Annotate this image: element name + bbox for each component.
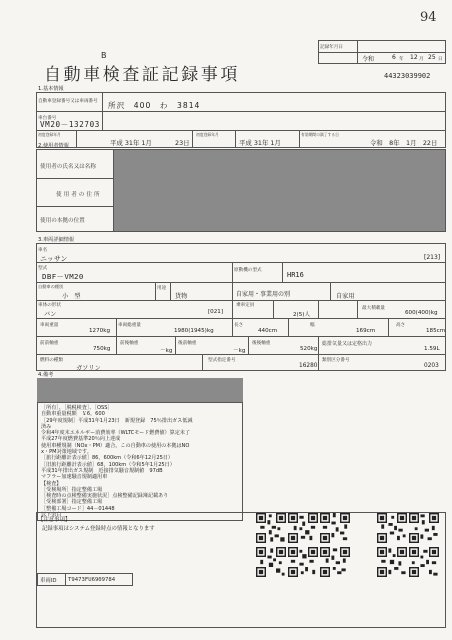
max-load-label: 最大積載量 — [362, 306, 385, 311]
user-address-label: 使用者の住所 — [56, 192, 102, 198]
remarks-line: ［29年度規制］平成31年1月23日 新規登録 75％排出ガス低減 — [41, 417, 193, 424]
remarks-line: ［受検部署］指定整備工場 — [41, 499, 103, 506]
reg-number-label: 自動車登録番号又は車両番号 — [38, 99, 98, 104]
expiry-value: 令和 8年 1月 22日 — [370, 139, 438, 147]
displacement-label: 総排気量又は定格出力 — [322, 341, 373, 347]
width-label: 幅 — [310, 323, 315, 328]
record-date-year: 6 — [392, 54, 396, 61]
qr-code-1 — [256, 513, 286, 543]
record-date-era: 令和 — [362, 56, 375, 63]
body-value: バン — [44, 311, 57, 318]
gross-weight-label: 車両総重量 — [118, 323, 141, 328]
body-code: [021] — [208, 309, 224, 315]
qr-code-8 — [320, 547, 350, 577]
remarks-line: 使用車種規制（NOx・PM）適合。この自動車の使用の本拠はNO — [41, 442, 190, 449]
expiry-label: 有効期間の満了する日 — [301, 132, 339, 137]
reg-number-value: 所沢 400 わ 3814 — [108, 101, 201, 110]
use-value: 貨物 — [175, 293, 188, 300]
length-value: 440cm — [258, 328, 278, 334]
gross-weight-value: 1980(1945)kg — [174, 328, 214, 334]
qr-code-10 — [409, 547, 439, 577]
rear-rear-axle-value: 520kg — [300, 346, 318, 352]
remarks-line: 以下余白 — [41, 512, 62, 519]
remarks-line: ［旧旅行距離計表示値］68，100km（令和5年1月25日） — [41, 461, 175, 468]
record-date-month: 12 — [410, 54, 418, 61]
section-user-heading: 2.使用者情報 — [38, 143, 69, 149]
private-label: 自家用・事業用の別 — [236, 291, 291, 298]
kind-label: 自動車の種別 — [38, 284, 64, 289]
qr-code-2 — [288, 513, 318, 543]
weight-value: 1270kg — [89, 328, 111, 334]
displacement-value: 1.59L — [424, 346, 440, 352]
remarks-line: 平成31年排出ガス規制 近接排気騒音規制値 97dB — [41, 467, 163, 474]
max-load-value: 600(400)kg — [405, 310, 438, 316]
record-date-day: 25 — [428, 54, 436, 61]
remarks-line: 【検査】 — [41, 480, 62, 487]
qr-code-3 — [320, 513, 350, 543]
section-vehicle-heading: 3.車両詳細情報 — [38, 237, 75, 243]
remarks-line: 平成27年度燃費基準20％向上達成 — [41, 436, 121, 443]
capacity-value: 2(5)人 — [293, 312, 311, 318]
height-value: 185cm — [426, 328, 446, 334]
section-basic-heading: 1.基本情報 — [38, 86, 64, 92]
front-front-axle-value: 750kg — [93, 346, 111, 352]
model-label: 型式 — [38, 266, 48, 271]
remarks-line: ［受検場所］指定整備工場 — [41, 486, 103, 493]
page-number: 94 — [420, 10, 437, 25]
base-location-label: 使用の本拠の位置 — [40, 218, 85, 224]
front-front-axle-label: 前前軸重 — [40, 341, 59, 346]
remarks-line: ［旅行距離計表示値］86，600km（令和6年12月25日） — [41, 455, 174, 462]
weight-label: 車両重量 — [40, 323, 59, 328]
first-reg-label: 初度登録年月 — [38, 132, 61, 137]
length-label: 長さ — [234, 323, 244, 328]
qr-code-9 — [377, 547, 407, 577]
vehicle-id-label: 車両ID — [40, 578, 57, 584]
maker-value: ニッサン — [40, 255, 68, 263]
chassis-number-value: VM20－132703 — [40, 120, 100, 129]
body-label: 車体の形状 — [38, 303, 61, 308]
class-number-label: 類別区分番号 — [322, 358, 350, 363]
first-reg-value: 平成 31年 1月 — [110, 139, 152, 147]
notice-title: 【注意事項】 — [38, 517, 71, 523]
model-value: DBF－VM20 — [42, 272, 84, 281]
qr-code-6 — [256, 547, 286, 577]
front-rear-axle-value: －kg — [160, 348, 173, 354]
front-rear-axle-label: 前後軸重 — [120, 341, 139, 346]
remarks-line: 令和4年度末エネルギー消費効率（WLTCモード燃費値）算定未了 — [41, 430, 191, 437]
inspection-record-page: 94 記録年月日 令和 6 年 12 月 25 日 B 自動車検査証記録事項 44323039902 1.基本情報 自動車登録番号又は車両番号 所沢 400 わ 3814 車台番号 VM20－132703 初度登録年月 平成 31年 1月 23日 初度登録年月 平成 31年 1月 有効期間の満了する日 令和 8年 1月 22日 2.使用者情報 使用者の氏名又は名称 使用者の住所 使用の本拠の位置 3.車両詳細情報 車名 ニッサン [213] 型式 DBF－VM20 原動機の型式 HR16 自動車の種別 小 型 用途 貨物 自家用・事業用の別 自家用 車体の形状 バン [021] 乗車定員 2(5)人 最大積載量 600(400)kg 車両重量 1270kg 車両総重量 1980(1945)kg 長さ 440cm 幅 169cm 高さ 185cm 前前軸重 750kg 前後軸重 －kg 後前軸重 －kg 後後軸重 520kg 総排気量又は定格出力 1.59L 燃料の種類 ガソリン 型式指定番号 16280 類別区分番号 0203 4.備考 ［所有］、［脱税検査］、［OSS］ 自動車重量税額 ￥6，600 ［29年度規制］平成31年1月23日 新規登録 75％排出ガス低減 済み 令和4年度末エネルギー消費効率（WLTCモード燃費値）算定未了 平成27年度燃費基準20％向上達成 使用車種規制（NOx・PM）適合。この自動車の使用の本拠はNO x・PM対策地域です。 ［旅行距離計表示値］86，600km（令和6年12月25日） ［旧旅行距離計表示値］68，100km（令和5年1月25日） 平成31年排出ガス規制 近接排気騒音規制値 97dB マフラー加速騒音規制適用車 【検査】 ［受検場所］指定整備工場 ［検査時の点検整備実施状況］点検整備記録簿記載あり ［受検部署］指定整備工場 ［整備工場コード］44－01448 以下余白 【注意事項】 記録事項はシステム登録時点の情報となります 車両ID T9473FU6909784 — [0, 0, 452, 640]
record-date-label: 記録年月日 — [320, 45, 343, 50]
rear-front-axle-value: －kg — [233, 348, 246, 354]
qr-code-7 — [288, 547, 318, 577]
chassis-number-label: 車台番号 — [38, 116, 57, 121]
remarks-line: 済み — [41, 423, 52, 430]
fuel-label: 燃料の種類 — [40, 358, 63, 363]
qr-code-5 — [409, 513, 439, 543]
type-number-label: 型式指定番号 — [208, 358, 236, 363]
page-title: 自動車検査証記録事項 — [44, 65, 240, 85]
type-number-value: 16280 — [299, 363, 318, 369]
maker-code: [213] — [424, 254, 441, 261]
doc-number: 44323039902 — [384, 72, 431, 80]
rear-rear-axle-label: 後後軸重 — [252, 341, 271, 346]
remarks-line: ［検査時の点検整備実施状況］点検整備記録簿記載あり — [41, 493, 169, 500]
height-label: 高さ — [396, 323, 406, 328]
doc-letter: B — [101, 51, 107, 60]
remarks-line: マフラー加速騒音規制適用車 — [41, 474, 108, 481]
engine-label: 原動機の型式 — [234, 268, 262, 273]
use-label: 用途 — [157, 286, 167, 291]
kind-value: 小 型 — [62, 293, 81, 300]
rear-front-axle-label: 後前軸重 — [178, 341, 197, 346]
qr-code-4 — [377, 513, 407, 543]
remarks-line: ［所有］、［脱税検査］、［OSS］ — [41, 405, 113, 411]
notice-text: 記録事項はシステム登録時点の情報となります — [42, 526, 155, 532]
first-reg-value-2: 平成 31年 1月 — [239, 139, 281, 147]
maker-label: 車名 — [38, 248, 48, 253]
remarks-line: 自動車重量税額 ￥6，600 — [41, 411, 105, 418]
redaction-remarks — [37, 378, 243, 402]
fuel-value: ガソリン — [76, 365, 101, 372]
first-reg-day: 23日 — [175, 139, 190, 147]
capacity-label: 乗車定員 — [236, 303, 255, 308]
user-name-label: 使用者の氏名又は名称 — [40, 164, 96, 170]
class-number-value: 0203 — [424, 363, 439, 369]
redaction-user-info — [114, 150, 445, 231]
vehicle-id-value: T9473FU6909784 — [68, 577, 116, 583]
first-reg-label-2: 初度登録年月 — [196, 132, 219, 137]
remarks-block — [37, 402, 243, 521]
private-value: 自家用 — [336, 293, 355, 300]
remarks-line: x・PM対策地域です。 — [41, 449, 92, 456]
engine-value: HR16 — [287, 271, 304, 279]
width-value: 169cm — [356, 328, 376, 334]
section-remarks-heading: 4.備考 — [38, 372, 54, 378]
remarks-line: ［整備工場コード］44－01448 — [41, 505, 115, 512]
